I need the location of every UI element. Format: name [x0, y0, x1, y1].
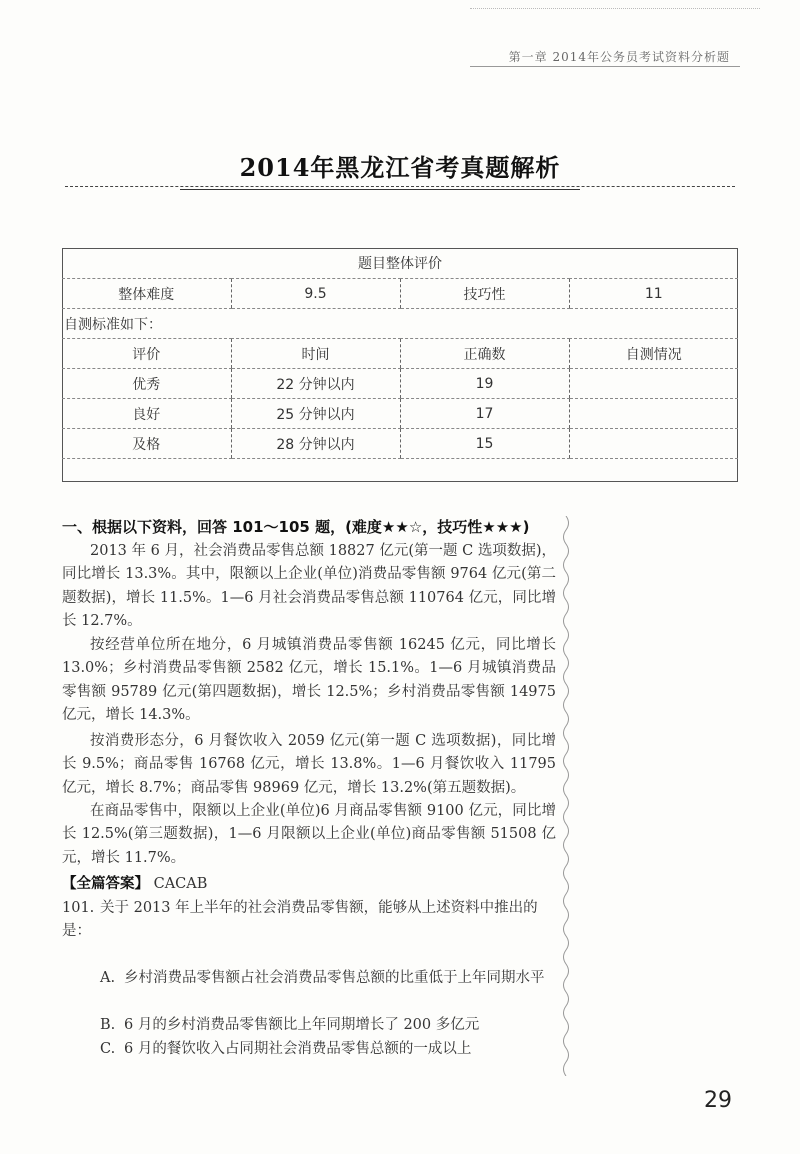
running-header: 第一章 2014年公务员考试资料分析题: [508, 50, 730, 64]
correct-cell: 19: [400, 369, 569, 399]
title-solid-rule: [180, 189, 580, 190]
self-check-cell: [569, 369, 738, 399]
difficulty-value: 9.5: [231, 279, 400, 309]
section-heading: 一、根据以下资料，回答 101～105 题，(难度★★☆，技巧性★★★): [62, 518, 530, 536]
option-letter: B.: [100, 1017, 116, 1033]
header-time: 时间: [231, 339, 400, 369]
option-letter: A.: [100, 970, 116, 986]
option-text: 6 月的乡村消费品零售额比上年同期增长了 200 多亿元: [124, 1017, 480, 1033]
paragraph-2: 按经营单位所在地分，6 月城镇消费品零售额 16245 亿元，同比增长 13.0%；乡村消费品零售额 2582 亿元，增长 15.1%。1—6 月城镇消费品零售额 95789 亿元(第四题数据)，增长 12.5%；乡村消费品零售额 14975 亿元，增长 14.3%。: [62, 637, 556, 723]
option-text: 6 月的餐饮收入占同期社会消费品零售总额的一成以上: [124, 1041, 472, 1057]
evaluation-caption: 题目整体评价: [62, 248, 738, 279]
self-check-cell: [569, 399, 738, 429]
question-101: [62, 897, 556, 944]
answer-value: CACAB: [153, 876, 208, 892]
table-row: [62, 399, 738, 429]
page-number: 29: [704, 1088, 732, 1113]
option-c: [100, 1038, 556, 1061]
question-stem: 关于 2013 年上半年的社会消费品零售额，能够从上述资料中推出的是：: [62, 900, 538, 940]
margin-wavy-rule: [560, 516, 572, 1076]
paragraph-1: 2013 年 6 月，社会消费品零售总额 18827 亿元(第一题 C 选项数据)，同比增长 13.3%。其中，限额以上企业(单位)消费品零售额 9764 亿元(第二题数据)，增长 11.5%。1—6 月社会消费品零售总额 110764 亿元，同比增长 12.7%。: [62, 543, 556, 629]
paragraph-4: 在商品零售中，限额以上企业(单位)6 月商品零售额 9100 亿元，同比增长 12.5%(第三题数据)，1—6 月限额以上企业(单位)商品零售额 51508 亿元，增长 11.7%。: [62, 803, 556, 866]
self-test-note: 自测标准如下：: [62, 309, 738, 339]
skill-label: 技巧性: [400, 279, 569, 309]
title-dashed-rule: [65, 186, 735, 187]
skill-value: 11: [569, 279, 738, 309]
time-cell: 22 分钟以内: [231, 369, 400, 399]
header-rule: [470, 66, 740, 67]
correct-cell: 15: [400, 429, 569, 459]
header-grade: 评价: [62, 339, 231, 369]
self-check-cell: [569, 429, 738, 459]
paragraph-3: 按消费形态分，6 月餐饮收入 2059 亿元(第一题 C 选项数据)，同比增长 9.5%；商品零售 16768 亿元，增长 13.8%。1—6 月餐饮收入 11795 亿元，增长 8.7%；商品零售 98969 亿元，增长 13.2%(第五题数据)。: [62, 733, 556, 796]
time-cell: 25 分钟以内: [231, 399, 400, 429]
grade-cell: 良好: [62, 399, 231, 429]
full-answer-line: [62, 872, 207, 893]
difficulty-label: 整体难度: [62, 279, 231, 309]
grade-cell: 及格: [62, 429, 231, 459]
header-self-check: 自测情况: [569, 339, 738, 369]
option-letter: C.: [100, 1041, 116, 1057]
table-row: [62, 429, 738, 459]
option-b: [100, 1014, 556, 1037]
answer-label: 【全篇答案】: [62, 876, 149, 892]
page-title: 2014年黑龙江省考真题解析: [239, 153, 561, 182]
header-correct: 正确数: [400, 339, 569, 369]
question-number: 101.: [62, 900, 95, 916]
grade-cell: 优秀: [62, 369, 231, 399]
option-text: 乡村消费品零售额占社会消费品零售总额的比重低于上年同期水平: [124, 970, 545, 986]
header-dotted-rule: [470, 8, 760, 9]
correct-cell: 17: [400, 399, 569, 429]
time-cell: 28 分钟以内: [231, 429, 400, 459]
evaluation-table: [62, 248, 738, 459]
table-row: [62, 369, 738, 399]
option-a: [100, 967, 556, 990]
